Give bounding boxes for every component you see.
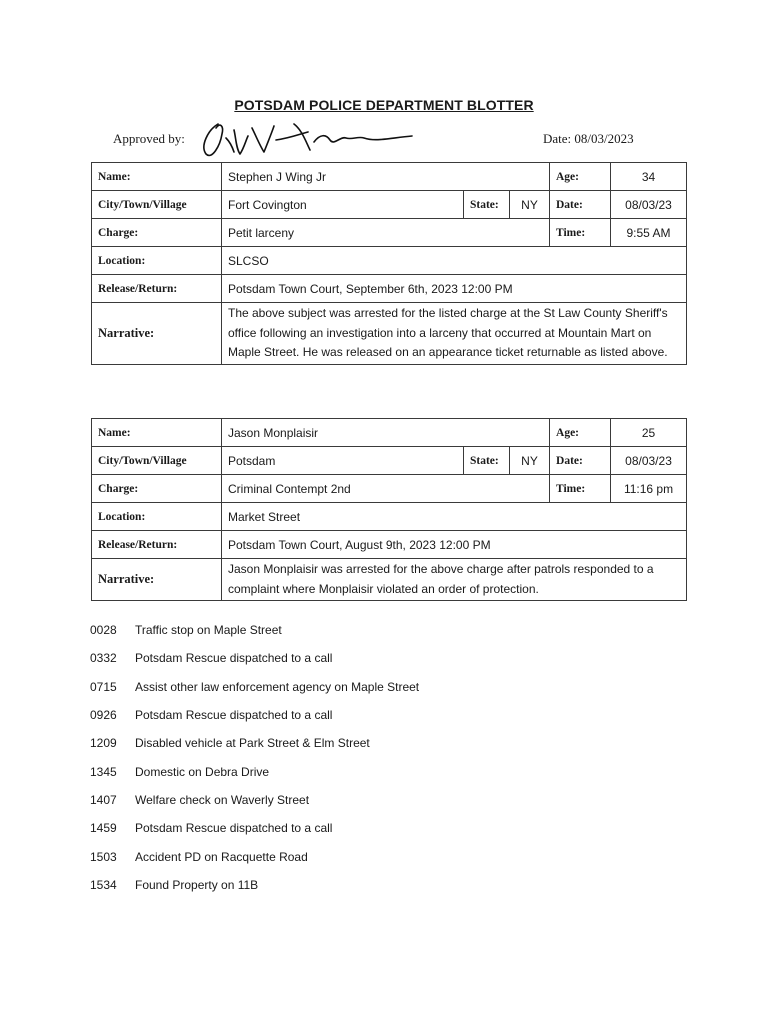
arrest-record-2 <box>91 418 687 601</box>
date-label: Date: <box>550 191 611 219</box>
name-value: Stephen J Wing Jr <box>222 163 550 191</box>
city-value: Fort Covington <box>222 191 464 219</box>
log-text: Potsdam Rescue dispatched to a call <box>135 708 333 723</box>
log-time: 1534 <box>90 877 117 892</box>
log-entry <box>90 814 419 842</box>
release-label: Release/Return: <box>92 531 222 559</box>
log-entry <box>90 757 419 785</box>
city-label: City/Town/Village <box>92 447 222 475</box>
call-log <box>90 616 419 899</box>
narrative-value: The above subject was arrested for the listed charge at the St Law County Sheriff's office following an investigation into a larceny that occurred at Mountain Mart on Maple Street. He was released on an appearance ticket returnable as listed above. <box>222 303 687 365</box>
log-time: 1209 <box>90 736 117 751</box>
age-value: 25 <box>611 419 687 447</box>
log-entry <box>90 729 419 757</box>
name-value: Jason Monplaisir <box>222 419 550 447</box>
charge-label: Charge: <box>92 475 222 503</box>
time-value: 11:16 pm <box>611 475 687 503</box>
age-value: 34 <box>611 163 687 191</box>
release-value: Potsdam Town Court, August 9th, 2023 12:00 PM <box>222 531 687 559</box>
time-label: Time: <box>550 475 611 503</box>
log-text: Accident PD on Racquette Road <box>135 849 308 864</box>
date-value: 08/03/23 <box>611 191 687 219</box>
age-label: Age: <box>550 163 611 191</box>
log-entry <box>90 871 419 899</box>
age-label: Age: <box>550 419 611 447</box>
log-time: 1407 <box>90 792 117 807</box>
log-text: Traffic stop on Maple Street <box>135 623 282 638</box>
log-entry <box>90 673 419 701</box>
log-text: Assist other law enforcement agency on Maple Street <box>135 679 420 694</box>
log-time: 0028 <box>90 623 117 638</box>
state-label: State: <box>464 447 510 475</box>
date-value: 08/03/23 <box>611 447 687 475</box>
city-value: Potsdam <box>222 447 464 475</box>
report-date: Date: 08/03/2023 <box>543 131 634 146</box>
location-label: Location: <box>92 247 222 275</box>
log-time: 1345 <box>90 764 117 779</box>
release-label: Release/Return: <box>92 275 222 303</box>
log-text: Potsdam Rescue dispatched to a call <box>135 651 333 666</box>
name-label: Name: <box>92 419 222 447</box>
state-value: NY <box>510 191 550 219</box>
log-entry <box>90 701 419 729</box>
log-text: Disabled vehicle at Park Street & Elm Street <box>135 736 370 751</box>
charge-value: Criminal Contempt 2nd <box>222 475 550 503</box>
log-entry <box>90 644 419 672</box>
narrative-label: Narrative: <box>92 559 222 601</box>
state-label: State: <box>464 191 510 219</box>
location-value: SLCSO <box>222 247 687 275</box>
log-time: 0926 <box>90 708 117 723</box>
page-title: POTSDAM POLICE DEPARTMENT BLOTTER <box>234 97 534 113</box>
city-label: City/Town/Village <box>92 191 222 219</box>
date-label: Date: <box>550 447 611 475</box>
time-value: 9:55 AM <box>611 219 687 247</box>
name-label: Name: <box>92 163 222 191</box>
log-entry <box>90 842 419 870</box>
narrative-label: Narrative: <box>92 303 222 365</box>
log-text: Potsdam Rescue dispatched to a call <box>135 821 333 836</box>
release-value: Potsdam Town Court, September 6th, 2023 12:00 PM <box>222 275 687 303</box>
charge-value: Petit larceny <box>222 219 550 247</box>
approved-by-label: Approved by: <box>113 131 185 146</box>
location-label: Location: <box>92 503 222 531</box>
arrest-record-1 <box>91 162 687 365</box>
log-time: 1459 <box>90 821 117 836</box>
log-text: Welfare check on Waverly Street <box>135 792 310 807</box>
narrative-value: Jason Monplaisir was arrested for the above charge after patrols responded to a complaint where Monplaisir violated an order of protection. <box>222 559 687 601</box>
charge-label: Charge: <box>92 219 222 247</box>
log-time: 1503 <box>90 849 117 864</box>
log-text: Domestic on Debra Drive <box>135 764 270 779</box>
state-value: NY <box>510 447 550 475</box>
log-text: Found Property on 11B <box>135 877 259 892</box>
log-entry <box>90 616 419 644</box>
log-time: 0715 <box>90 679 117 694</box>
signature-image <box>190 112 420 162</box>
location-value: Market Street <box>222 503 687 531</box>
log-entry <box>90 786 419 814</box>
time-label: Time: <box>550 219 611 247</box>
log-time: 0332 <box>90 651 117 666</box>
